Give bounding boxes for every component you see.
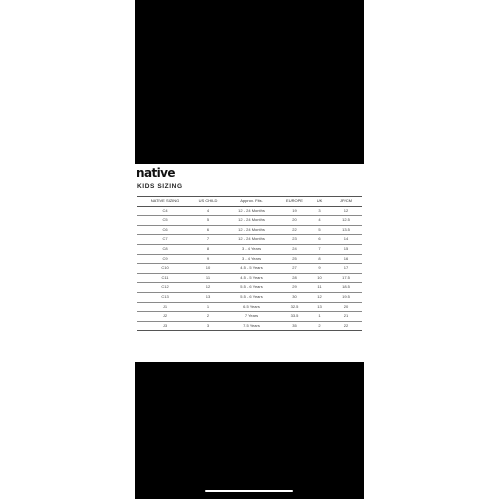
cell-jp-cm: 21 (330, 312, 362, 322)
col-header-approx-fits: Approx. Fits. (223, 197, 280, 207)
brand-logo: native (136, 166, 175, 180)
cell-europe: 25 (280, 254, 309, 264)
table-body (137, 206, 362, 331)
table-row (137, 225, 362, 235)
cell-uk: 9 (309, 264, 330, 274)
cell-europe: 24 (280, 244, 309, 254)
cell-approx-fits: 5.5 - 6 Years (223, 283, 280, 293)
col-header-native-sizing: NATIVE SIZING (137, 197, 193, 207)
cell-europe: 35 (280, 321, 309, 331)
cell-approx-fits: 4.5 - 5 Years (223, 273, 280, 283)
cell-native-sizing: C7 (137, 235, 193, 245)
chart-title: KIDS SIZING (137, 183, 183, 190)
cell-approx-fits: 7.5 Years (223, 321, 280, 331)
home-indicator[interactable] (205, 490, 293, 492)
cell-jp-cm: 20 (330, 302, 362, 312)
cell-approx-fits: 12 - 24 Months (223, 225, 280, 235)
cell-approx-fits: 4.5 - 5 Years (223, 264, 280, 274)
cell-europe: 19 (280, 206, 309, 216)
col-header-jp-cm: JP/CM (330, 197, 362, 207)
cell-europe: 20 (280, 216, 309, 226)
cell-uk: 6 (309, 235, 330, 245)
cell-uk: 5 (309, 225, 330, 235)
cell-native-sizing: J1 (137, 302, 193, 312)
cell-us-child: 4 (193, 206, 223, 216)
cell-jp-cm: 22 (330, 321, 362, 331)
cell-uk: 11 (309, 283, 330, 293)
cell-approx-fits: 7 Years (223, 312, 280, 322)
cell-approx-fits: 12 - 24 Months (223, 216, 280, 226)
cell-us-child: 12 (193, 283, 223, 293)
cell-approx-fits: 6.5 Years (223, 302, 280, 312)
cell-uk: 2 (309, 321, 330, 331)
cell-europe: 23 (280, 235, 309, 245)
cell-europe: 30 (280, 292, 309, 302)
cell-jp-cm: 14 (330, 235, 362, 245)
table-row (137, 312, 362, 322)
cell-europe: 28 (280, 273, 309, 283)
cell-us-child: 7 (193, 235, 223, 245)
cell-us-child: 6 (193, 225, 223, 235)
cell-us-child: 3 (193, 321, 223, 331)
cell-us-child: 1 (193, 302, 223, 312)
cell-uk: 8 (309, 254, 330, 264)
cell-native-sizing: C4 (137, 206, 193, 216)
cell-europe: 27 (280, 264, 309, 274)
phone-screen (135, 0, 364, 499)
cell-europe: 32.5 (280, 302, 309, 312)
cell-uk: 4 (309, 216, 330, 226)
cell-jp-cm: 13.5 (330, 225, 362, 235)
cell-native-sizing: J3 (137, 321, 193, 331)
cell-us-child: 13 (193, 292, 223, 302)
cell-approx-fits: 12 - 24 Months (223, 206, 280, 216)
cell-uk: 12 (309, 292, 330, 302)
col-header-us-child: US CHILD (193, 197, 223, 207)
cell-us-child: 8 (193, 244, 223, 254)
cell-native-sizing: J2 (137, 312, 193, 322)
cell-europe: 22 (280, 225, 309, 235)
cell-uk: 13 (309, 302, 330, 312)
col-header-uk: UK (309, 197, 330, 207)
cell-uk: 10 (309, 273, 330, 283)
cell-native-sizing: C5 (137, 216, 193, 226)
cell-jp-cm: 19.5 (330, 292, 362, 302)
cell-approx-fits: 3 - 4 Years (223, 254, 280, 264)
cell-europe: 33.5 (280, 312, 309, 322)
table-row (137, 264, 362, 274)
cell-us-child: 5 (193, 216, 223, 226)
cell-jp-cm: 15 (330, 244, 362, 254)
cell-us-child: 10 (193, 264, 223, 274)
cell-approx-fits: 3 - 4 Years (223, 244, 280, 254)
col-header-europe: EUROPE (280, 197, 309, 207)
cell-uk: 7 (309, 244, 330, 254)
table-row (137, 216, 362, 226)
cell-jp-cm: 17 (330, 264, 362, 274)
table-row (137, 292, 362, 302)
cell-jp-cm: 18.5 (330, 283, 362, 293)
cell-us-child: 9 (193, 254, 223, 264)
cell-jp-cm: 12 (330, 206, 362, 216)
cell-uk: 3 (309, 206, 330, 216)
size-chart-image (135, 164, 364, 362)
cell-us-child: 11 (193, 273, 223, 283)
table-row (137, 302, 362, 312)
cell-native-sizing: C10 (137, 264, 193, 274)
table-row (137, 254, 362, 264)
cell-uk: 1 (309, 312, 330, 322)
cell-approx-fits: 12 - 24 Months (223, 235, 280, 245)
table-header-row (137, 197, 362, 207)
cell-native-sizing: C13 (137, 292, 193, 302)
cell-native-sizing: C11 (137, 273, 193, 283)
table-row (137, 206, 362, 216)
cell-native-sizing: C12 (137, 283, 193, 293)
cell-jp-cm: 17.5 (330, 273, 362, 283)
table-row (137, 273, 362, 283)
cell-europe: 29 (280, 283, 309, 293)
cell-jp-cm: 12.5 (330, 216, 362, 226)
table-row (137, 244, 362, 254)
cell-native-sizing: C9 (137, 254, 193, 264)
size-table (137, 196, 362, 331)
table-row (137, 235, 362, 245)
cell-native-sizing: C8 (137, 244, 193, 254)
cell-us-child: 2 (193, 312, 223, 322)
cell-native-sizing: C6 (137, 225, 193, 235)
table-row (137, 321, 362, 331)
cell-approx-fits: 5.5 - 6 Years (223, 292, 280, 302)
cell-jp-cm: 16 (330, 254, 362, 264)
table-row (137, 283, 362, 293)
